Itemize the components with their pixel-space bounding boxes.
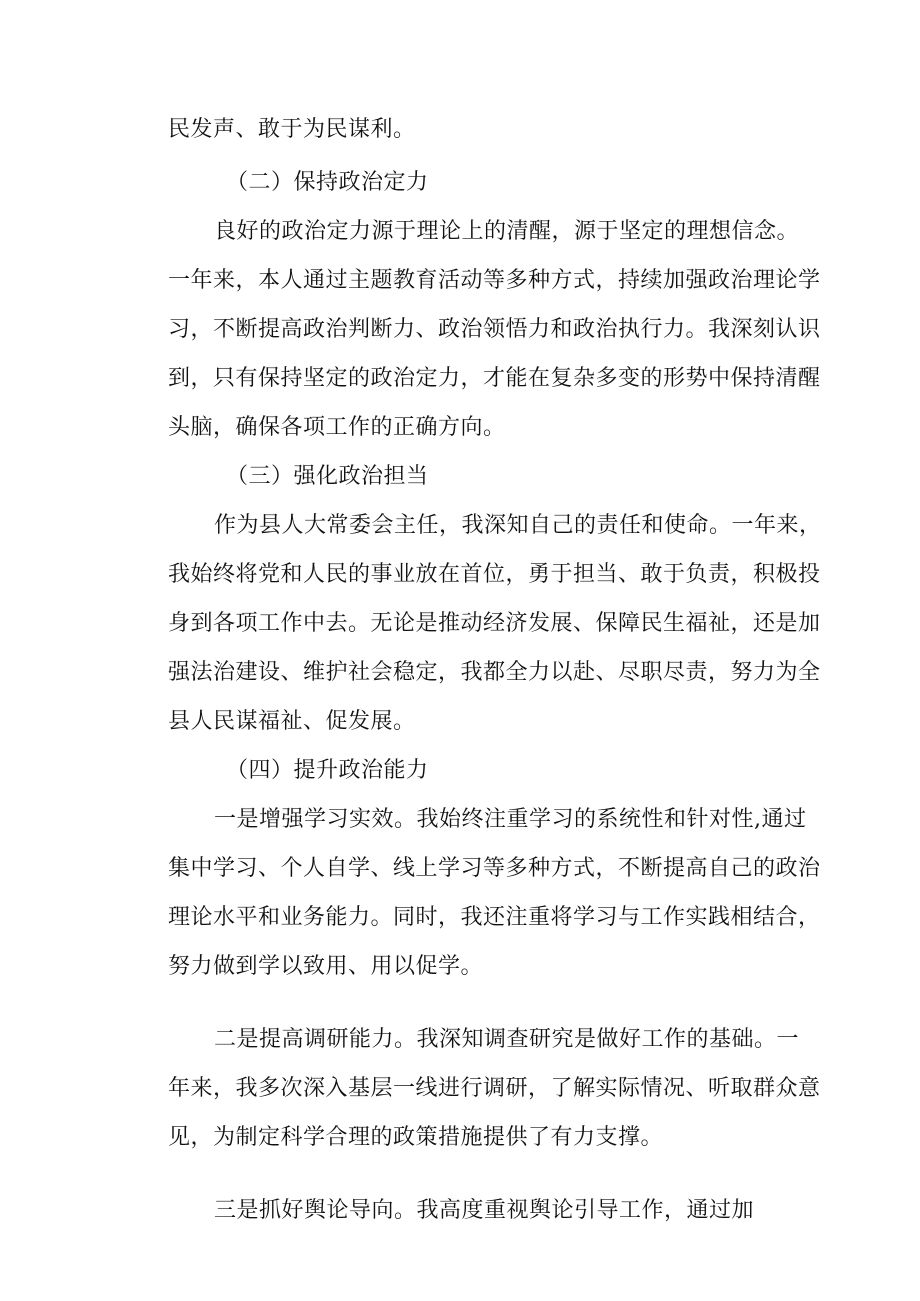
paragraph-line: 二是提高调研能力。我深知调查研究是做好工作的基础。一 [214, 1027, 800, 1052]
paragraph-line: 一年来，本人通过主题教育活动等多种方式，持续加强政治理论学 [168, 268, 821, 293]
paragraph-line: 我始终将党和人民的事业放在首位，勇于担当、敢于负责，积极投 [168, 562, 821, 587]
paragraph-line: 见，为制定科学合理的政策措施提供了有力支撑。 [168, 1125, 664, 1150]
paragraph-line: 县人民谋福祉、促发展。 [168, 709, 416, 734]
section-heading-2: （二）保持政治定力 [226, 170, 429, 195]
paragraph-line: 民发声、敢于为民谋利。 [168, 117, 416, 142]
paragraph-line: 到，只有保持坚定的政治定力，才能在复杂多变的形势中保持清醒 [168, 366, 821, 391]
paragraph-line: 努力做到学以致用、用以促学。 [168, 954, 484, 979]
paragraph-line: 强法治建设、维护社会稳定，我都全力以赴、尽职尽责，努力为全 [168, 660, 821, 685]
paragraph-line: 身到各项工作中去。无论是推动经济发展、保障民生福祉，还是加 [168, 611, 821, 636]
paragraph-line: 一是增强学习实效。我始终注重学习的系统性和针对性,通过 [214, 807, 807, 832]
paragraph-line: 作为县人大常委会主任，我深知自己的责任和使命。一年来， [214, 513, 822, 538]
paragraph-line: 理论水平和业务能力。同时，我还注重将学习与工作实践相结合， [168, 905, 821, 930]
paragraph-line: 年来，我多次深入基层一线进行调研，了解实际情况、听取群众意 [168, 1076, 821, 1101]
section-heading-3: （三）强化政治担当 [226, 464, 429, 489]
section-heading-4: （四）提升政治能力 [226, 758, 429, 783]
paragraph-line: 三是抓好舆论导向。我高度重视舆论引导工作，通过加 [214, 1198, 755, 1223]
paragraph-line: 习，不断提高政治判断力、政治领悟力和政治执行力。我深刻认识 [168, 317, 821, 342]
paragraph-line: 集中学习、个人自学、线上学习等多种方式，不断提高自己的政治 [168, 856, 821, 881]
paragraph-line: 头脑，确保各项工作的正确方向。 [168, 415, 506, 440]
paragraph-line: 良好的政治定力源于理论上的清醒，源于坚定的理想信念。 [214, 219, 800, 244]
